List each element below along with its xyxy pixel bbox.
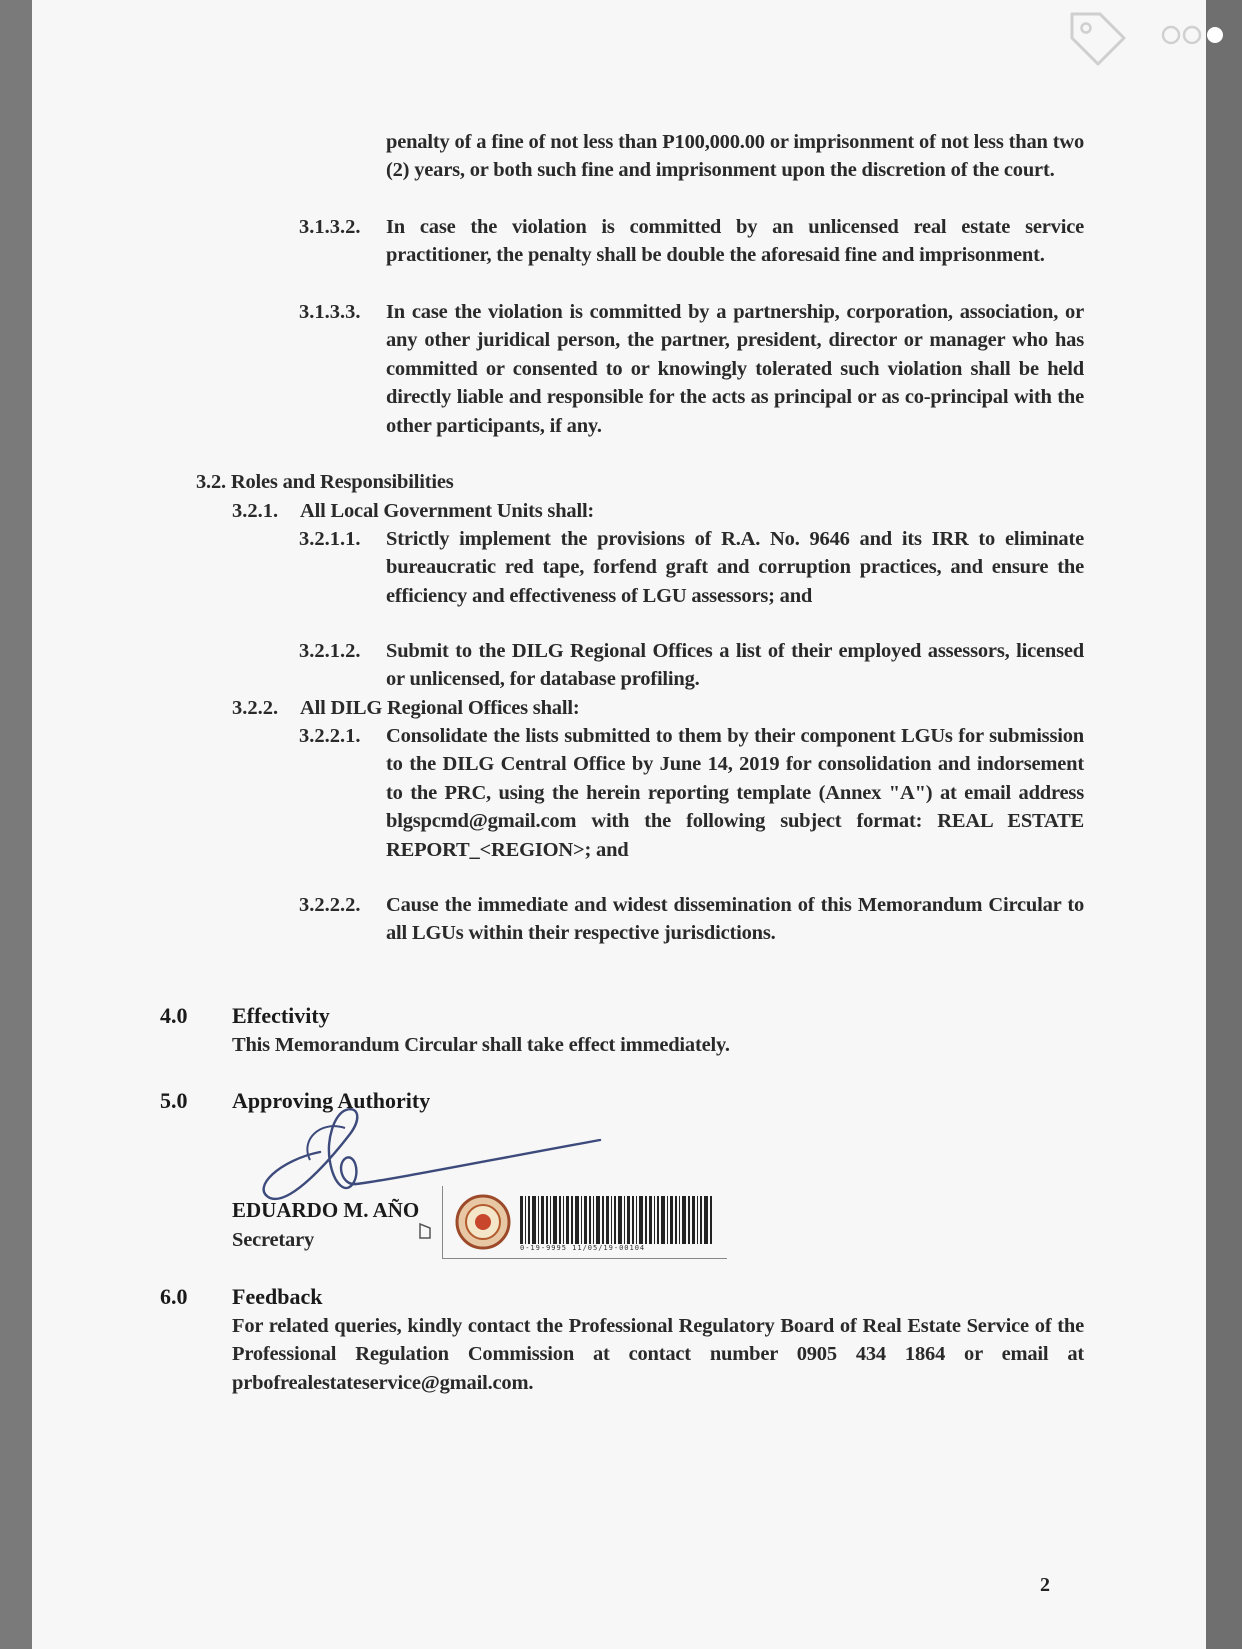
section-6-0-text: For related queries, kindly contact the Professional Regulatory Board of Real Estate Service of the Professional Regulation Commission at contact number 0905 434 1864 or email at prbofrealestateservice@gmail.com. — [232, 1315, 1084, 1394]
signatory-title: Secretary — [232, 1229, 315, 1251]
section-3-2-2-text: All DILG Regional Offices shall: — [300, 697, 580, 719]
signatory-name: EDUARDO M. AÑO — [232, 1198, 420, 1222]
section-3-1-3-3-text: In case the violation is committed by a partnership, corporation, association, or any other juridical person, the partner, president, director or manager who has committed or consented to or knowingly tolerated such violation shall be held directly liable and responsible for the acts as principal or as co-principal with the other participants, if any. — [386, 301, 1084, 437]
more-dots-icon[interactable] — [1160, 24, 1230, 46]
section-number-3-2-1-1: 3.2.1.1. — [299, 528, 361, 550]
section-4-0-title: Effectivity — [232, 1003, 330, 1028]
section-3-2-1-text: All Local Government Units shall: — [300, 500, 595, 522]
section-number-6-0: 6.0 — [160, 1284, 188, 1309]
section-3-1-3-1-continuation: penalty of a fine of not less than P100,000.00 or imprisonment of not less than two (2) years, or both such fine and imprisonment upon the discretion of the court. — [386, 131, 1084, 182]
viewer-right-edge — [1206, 0, 1242, 1649]
hand-mark-icon — [418, 1222, 432, 1240]
section-4-0-text: This Memorandum Circular shall take effect immediately. — [232, 1034, 730, 1056]
viewer-left-edge — [0, 0, 32, 1649]
barcode-number: 0-19-9995 11/05/19-00104 — [520, 1244, 646, 1252]
document-page — [32, 0, 1206, 1649]
section-number-5-0: 5.0 — [160, 1088, 188, 1113]
section-3-2-heading: 3.2. Roles and Responsibilities — [196, 471, 454, 493]
section-number-3-1-3-2: 3.1.3.2. — [299, 216, 361, 238]
tag-icon[interactable] — [1066, 8, 1128, 70]
section-number-4-0: 4.0 — [160, 1003, 188, 1028]
section-3-2-1-2-text: Submit to the DILG Regional Offices a list of their employed assessors, licensed or unlicensed, for database profiling. — [386, 640, 1084, 691]
section-3-2-2-1-text: Consolidate the lists submitted to them by their component LGUs for submission to the DILG Central Office by June 14, 2019 for consolidation and indorsement to the PRC, using the herein reporting template (Annex "A") at email address blgspcmd@gmail.com with the following subject format: REAL ESTATE REPORT_<REGION>; and — [386, 725, 1084, 861]
barcode-icon — [520, 1196, 712, 1244]
dilg-seal-icon — [455, 1194, 511, 1250]
section-5-0-title: Approving Authority — [232, 1088, 431, 1113]
section-number-3-2-2-2: 3.2.2.2. — [299, 894, 361, 916]
section-6-0-title: Feedback — [232, 1284, 323, 1309]
section-number-3-2-1: 3.2.1. — [232, 500, 279, 522]
section-number-3-2-1-2: 3.2.1.2. — [299, 640, 361, 662]
section-3-2-2-2-text: Cause the immediate and widest dissemination of this Memorandum Circular to all LGUs within their respective jurisdictions. — [386, 894, 1084, 945]
section-number-3-1-3-3: 3.1.3.3. — [299, 301, 361, 323]
page-number: 2 — [1040, 1574, 1050, 1596]
section-number-3-2-2-1: 3.2.2.1. — [299, 725, 361, 747]
section-3-2-1-1-text: Strictly implement the provisions of R.A. No. 9646 and its IRR to eliminate bureaucratic red tape, forfend graft and corruption practices, and ensure the efficiency and effectiveness of LGU assessors; and — [386, 528, 1084, 607]
section-3-1-3-2-text: In case the violation is committed by an unlicensed real estate service practitioner, the penalty shall be double the aforesaid fine and imprisonment. — [386, 216, 1084, 267]
section-number-3-2-2: 3.2.2. — [232, 697, 279, 719]
